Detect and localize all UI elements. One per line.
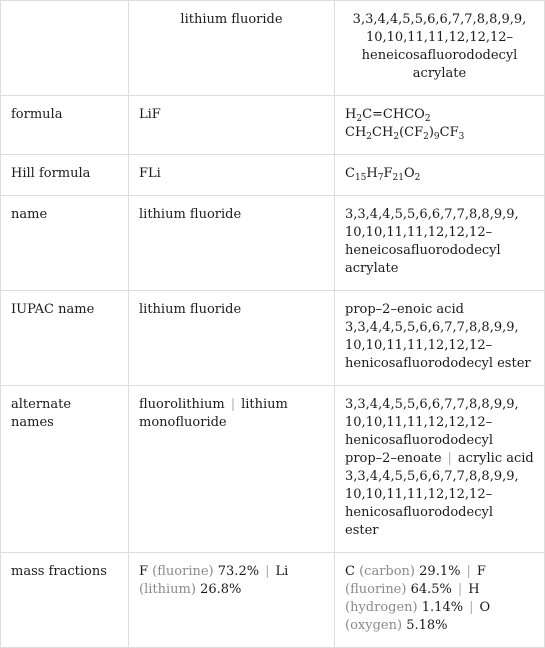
row-label-name: name [1, 196, 129, 291]
table-row-formula [1, 96, 545, 155]
alternate-lithium-fluoride [129, 386, 335, 553]
name-acrylate-text: 3,3,4,4,5,5,6,6,7,7,8,8,9,9, 10,10,11,11,12,12,12– heneicosafluorododecyl acrylate [345, 207, 519, 276]
header-row [1, 1, 545, 96]
row-label-hill-formula: Hill formula [1, 155, 129, 196]
header-empty-cell [1, 1, 129, 96]
name-acrylate [335, 196, 545, 291]
iupac-lithium-fluoride: lithium fluoride [129, 291, 335, 386]
hill-acrylate [335, 155, 545, 196]
separator: | [469, 600, 474, 615]
header-lithium-fluoride: lithium fluoride [129, 1, 335, 96]
row-label-mass-fractions: mass fractions [1, 553, 129, 648]
header-acrylate-text: 3,3,4,4,5,5,6,6,7,7,8,8,9,9, 10,10,11,11,12,12,12– heneicosafluorododecyl acrylate [352, 12, 527, 81]
header-acrylate [335, 1, 545, 96]
mass-lithium-fluoride [129, 553, 335, 648]
table-row-hill-formula [1, 155, 545, 196]
alt-name-fluorolithium: fluorolithium [139, 397, 225, 412]
separator: | [447, 451, 452, 466]
separator: | [265, 564, 270, 579]
alt-name-lithium-monofluoride: lithium monofluoride [139, 397, 288, 430]
hill-lithium-fluoride: FLi [129, 155, 335, 196]
row-label-formula: formula [1, 96, 129, 155]
mass-fraction-item: F (fluorine) 64.5% [345, 564, 486, 597]
iupac-acrylate [335, 291, 545, 386]
alt-name-acrylate-2: acrylic acid 3,3,4,4,5,5,6,6,7,7,8,8,9,9, 10,10,11,11,12,12,12– henicosafluorododecyl ester [345, 451, 534, 538]
mass-fraction-item: C (carbon) 29.1% [345, 564, 461, 579]
separator: | [230, 397, 236, 412]
hill-acrylate-text: $C_{15}H_7F_{21}O_2$ [345, 166, 421, 183]
name-lithium-fluoride: lithium fluoride [129, 196, 335, 291]
mass-fraction-item: Li (lithium) 26.8% [139, 564, 289, 597]
row-label-iupac-name: IUPAC name [1, 291, 129, 386]
alternate-acrylate [335, 386, 545, 553]
formula-acrylate-text: $H_2C=CHCO_2$ $CH_2CH_2(CF_2)_9CF_3$ [345, 107, 465, 142]
formula-acrylate [335, 96, 545, 155]
table-row-name [1, 196, 545, 291]
table-row-mass-fractions [1, 553, 545, 648]
table-row-iupac-name [1, 291, 545, 386]
separator: | [466, 564, 471, 579]
mass-fraction-item: F (fluorine) 73.2% [139, 564, 260, 579]
alt-name-acrylate-1: 3,3,4,4,5,5,6,6,7,7,8,8,9,9, 10,10,11,11,12,12,12– henicosafluorododecyl prop–2–enoate [345, 397, 519, 466]
table-row-alternate-names [1, 386, 545, 553]
iupac-acrylate-text: prop–2–enoic acid 3,3,4,4,5,5,6,6,7,7,8,8,9,9, 10,10,11,11,12,12,12– henicosafluorododecyl ester [345, 302, 531, 371]
formula-lithium-fluoride: LiF [129, 96, 335, 155]
row-label-alternate-names: alternate names [1, 386, 129, 553]
mass-acrylate [335, 553, 545, 648]
mass-fraction-item: O (oxygen) 5.18% [345, 600, 491, 633]
mass-fraction-item: H (hydrogen) 1.14% [345, 582, 480, 615]
separator: | [457, 582, 463, 597]
